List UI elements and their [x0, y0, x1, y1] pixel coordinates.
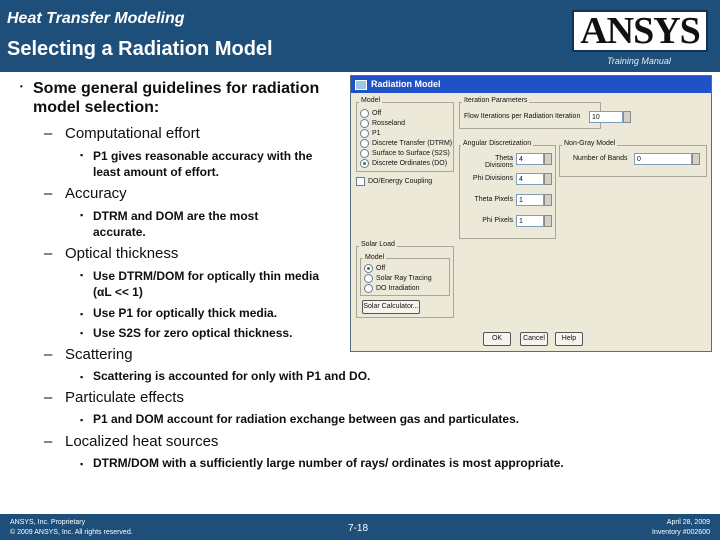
phi-pixels-input[interactable]: 1 — [516, 215, 544, 227]
flow-iterations-input[interactable]: 10 — [589, 111, 623, 123]
window-icon — [355, 80, 367, 90]
radiation-model-dialog — [350, 75, 712, 352]
sub-bullet-dot: ▪ — [80, 372, 84, 382]
dash-icon: – — [44, 185, 53, 202]
footer-bar — [0, 514, 720, 540]
model-off-option[interactable]: Off — [360, 109, 381, 118]
text-optically-thick: Use P1 for optically thick media. — [93, 306, 278, 320]
solar-load-label: Solar Load — [361, 241, 395, 248]
text-scattering: Scattering is accounted for only with P1 and DO. — [93, 369, 371, 383]
sub-bullet-dot: ▪ — [80, 270, 84, 280]
sub-bullet-dot: ▪ — [80, 150, 84, 160]
solar-ray-tracing-option[interactable]: Solar Ray Tracing — [364, 274, 432, 283]
solar-model-label: Model — [365, 254, 385, 261]
sub-bullet-dot: ▪ — [80, 459, 84, 469]
heading-computational-effort: Computational effort — [65, 125, 200, 142]
course-title: Heat Transfer Modeling — [7, 10, 185, 27]
theta-pixels-label: Theta Pixels — [474, 196, 513, 203]
theta-divisions-input[interactable]: 4 — [516, 153, 544, 165]
model-rosseland-option[interactable]: Rosseland — [360, 119, 405, 128]
text-localized: DTRM/DOM with a sufficiently large number of rays/ ordinates is most appropriate. — [93, 456, 564, 470]
header-bar — [0, 0, 720, 72]
non-gray-model-label: Non-Gray Model — [564, 140, 616, 147]
dialog-title: Radiation Model — [371, 79, 441, 89]
sub-bullet-dot: ▪ — [80, 415, 84, 425]
radio-icon — [360, 119, 369, 128]
flow-iterations-label: Flow Iterations per Radiation Iteration — [464, 113, 581, 120]
text-p1-effort: P1 gives reasonable accuracy with the least amount of effort. — [93, 149, 313, 179]
phi-divisions-spinner[interactable] — [544, 173, 552, 185]
theta-pixels-input[interactable]: 1 — [516, 194, 544, 206]
radio-icon — [360, 149, 369, 158]
text-particulates: P1 and DOM account for radiation exchange between gas and particulates. — [93, 412, 520, 426]
copyright-text: © 2009 ANSYS, Inc. All rights reserved. — [10, 529, 133, 536]
theta-divisions-spinner[interactable] — [544, 153, 552, 165]
page-number: 7-18 — [348, 523, 369, 534]
solar-calculator-button[interactable]: Solar Calculator... — [362, 300, 420, 314]
footer-date-inventory — [652, 518, 710, 538]
text-optically-thin: Use DTRM/DOM for optically thin media (αL << 1) — [93, 269, 320, 299]
number-of-bands-spinner[interactable] — [692, 153, 700, 165]
inventory-text: Inventory #002600 — [652, 529, 710, 536]
sub-bullet-dot: ▪ — [80, 309, 84, 319]
date-text: April 28, 2009 — [666, 519, 710, 526]
heading-accuracy: Accuracy — [65, 185, 127, 202]
radio-icon — [364, 284, 373, 293]
proprietary-text: ANSYS, Inc. Proprietary — [10, 519, 86, 526]
text-dtrm-dom-accuracy: DTRM and DOM are the most accurate. — [93, 209, 259, 239]
radio-icon — [360, 139, 369, 148]
text-zero-thickness: Use S2S for zero optical thickness. — [93, 326, 293, 340]
sub-bullet-dot: ▪ — [80, 210, 84, 220]
model-s2s-option[interactable]: Surface to Surface (S2S) — [360, 149, 450, 158]
phi-divisions-label: Phi Divisions — [472, 175, 513, 182]
sub-bullet-dot: ▪ — [80, 328, 84, 338]
main-bullet: Some general guidelines for radiation model selection: — [33, 80, 320, 116]
phi-pixels-label: Phi Pixels — [482, 217, 513, 224]
heading-scattering: Scattering — [65, 346, 133, 363]
training-manual-label: Training Manual — [607, 56, 671, 66]
ansys-logo — [572, 10, 708, 52]
heading-optical-thickness: Optical thickness — [65, 245, 179, 262]
cancel-button[interactable]: Cancel — [520, 332, 548, 346]
phi-divisions-input[interactable]: 4 — [516, 173, 544, 185]
checkbox-icon — [356, 177, 365, 186]
footer-copyright — [10, 518, 133, 538]
do-energy-coupling-checkbox[interactable]: DO/Energy Coupling — [356, 177, 432, 186]
model-p1-option[interactable]: P1 — [360, 129, 381, 138]
dash-icon: – — [44, 346, 53, 363]
do-irradiation-option[interactable]: DO Irradiation — [364, 284, 420, 293]
dash-icon: – — [44, 389, 53, 406]
number-of-bands-input[interactable]: 0 — [634, 153, 692, 165]
radio-icon — [364, 274, 373, 283]
ok-button[interactable]: OK — [483, 332, 511, 346]
bullet-dot: • — [20, 82, 23, 91]
heading-particulate-effects: Particulate effects — [65, 389, 184, 406]
model-do-option[interactable]: Discrete Ordinates (DO) — [360, 159, 447, 168]
radio-selected-icon — [364, 264, 373, 273]
number-of-bands-label: Number of Bands — [573, 155, 628, 162]
radio-icon — [360, 109, 369, 118]
theta-pixels-spinner[interactable] — [544, 194, 552, 206]
phi-pixels-spinner[interactable] — [544, 215, 552, 227]
dialog-titlebar — [351, 76, 711, 93]
model-group-label: Model — [361, 97, 381, 104]
help-button[interactable]: Help — [555, 332, 583, 346]
theta-divisions-label: Theta Divisions — [484, 155, 513, 169]
angular-discretization-label: Angular Discretization — [463, 140, 532, 147]
logo-text: ANSYS — [580, 10, 700, 52]
radio-icon — [360, 129, 369, 138]
dash-icon: – — [44, 125, 53, 142]
dash-icon: – — [44, 245, 53, 262]
solar-off-option[interactable]: Off — [364, 264, 385, 273]
slide-title: Selecting a Radiation Model — [7, 38, 273, 60]
heading-localized-heat-sources: Localized heat sources — [65, 433, 219, 450]
iteration-parameters-label: Iteration Parameters — [464, 97, 528, 104]
dash-icon: – — [44, 433, 53, 450]
model-dtrm-option[interactable]: Discrete Transfer (DTRM) — [360, 139, 452, 148]
flow-iterations-spinner[interactable] — [623, 111, 631, 123]
radio-selected-icon — [360, 159, 369, 168]
